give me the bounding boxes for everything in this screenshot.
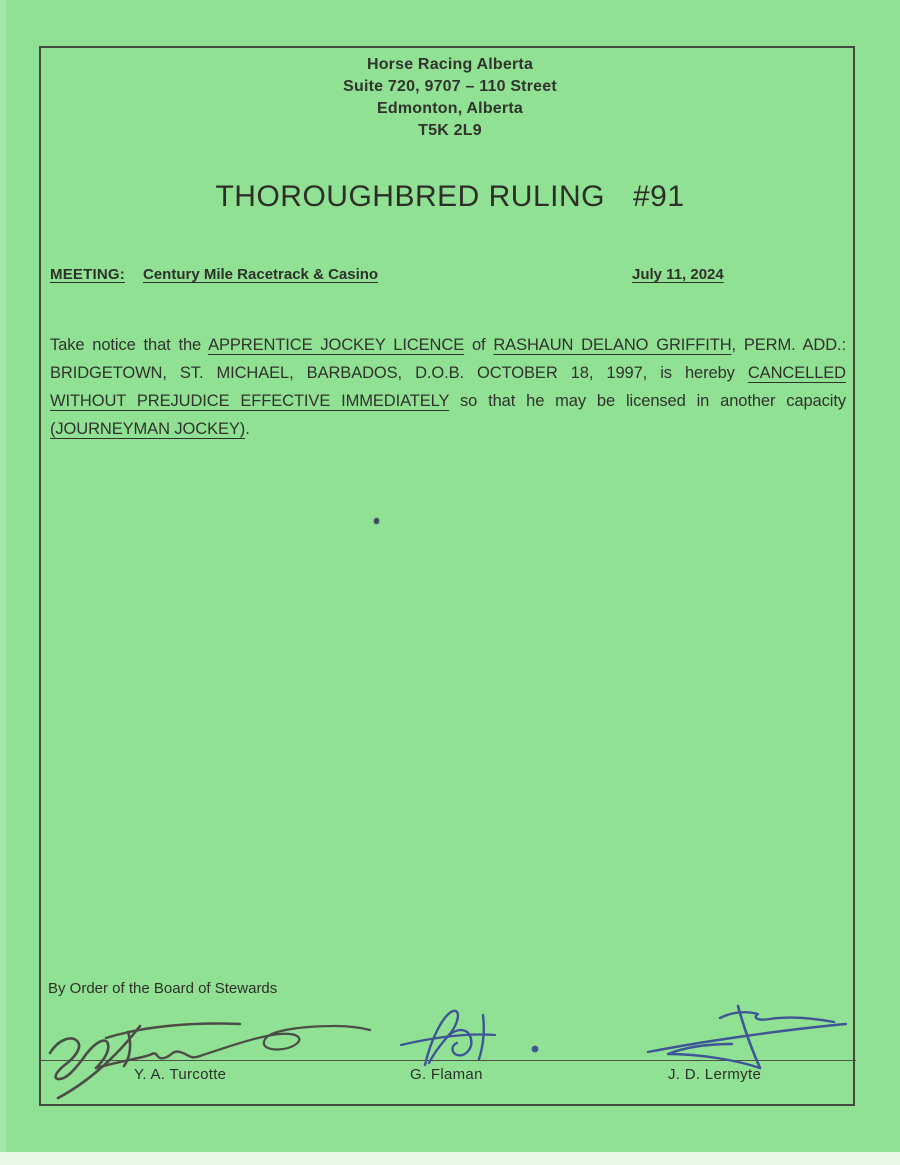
signature-turcotte bbox=[44, 1008, 374, 1103]
scan-left-edge bbox=[0, 0, 6, 1165]
org-city: Edmonton, Alberta bbox=[377, 100, 523, 117]
meeting-label: MEETING: bbox=[50, 266, 125, 283]
org-postal-code: T5K 2L9 bbox=[418, 122, 482, 139]
notice-line: WITHOUT PREJUDICE EFFECTIVE IMMEDIATELY so that he may be licensed in another capacity bbox=[50, 392, 846, 410]
signature-flaman bbox=[395, 1005, 570, 1070]
meeting-venue: Century Mile Racetrack & Casino bbox=[143, 266, 379, 283]
signatory-name-lermyte: J. D. Lermyte bbox=[668, 1066, 762, 1083]
org-name: Horse Racing Alberta bbox=[366, 56, 534, 73]
signatory-name-flaman: G. Flaman bbox=[410, 1066, 483, 1083]
ruling-number: #91 bbox=[632, 180, 685, 213]
notice-line: (JOURNEYMAN JOCKEY). bbox=[50, 420, 250, 438]
notice-paragraph bbox=[50, 331, 846, 443]
org-address: Suite 720, 9707 – 110 Street bbox=[343, 78, 557, 95]
letterhead bbox=[0, 54, 900, 142]
title-text: THOROUGHBRED RULING bbox=[215, 180, 605, 213]
ink-speck bbox=[374, 518, 379, 524]
signature-lermyte bbox=[640, 1002, 855, 1074]
document-title bbox=[0, 180, 900, 214]
signatory-name-turcotte: Y. A. Turcotte bbox=[134, 1066, 227, 1083]
by-order-text: By Order of the Board of Stewards bbox=[48, 980, 278, 997]
meeting-date: July 11, 2024 bbox=[632, 266, 724, 283]
scan-bottom-edge bbox=[0, 1152, 900, 1165]
notice-line: Take notice that the APPRENTICE JOCKEY LICENCE of RASHAUN DELANO GRIFFITH, PERM. ADD.: bbox=[50, 336, 847, 354]
notice-line: BRIDGETOWN, ST. MICHAEL, BARBADOS, D.O.B. OCTOBER 18, 1997, is hereby CANCELLED bbox=[50, 364, 846, 382]
